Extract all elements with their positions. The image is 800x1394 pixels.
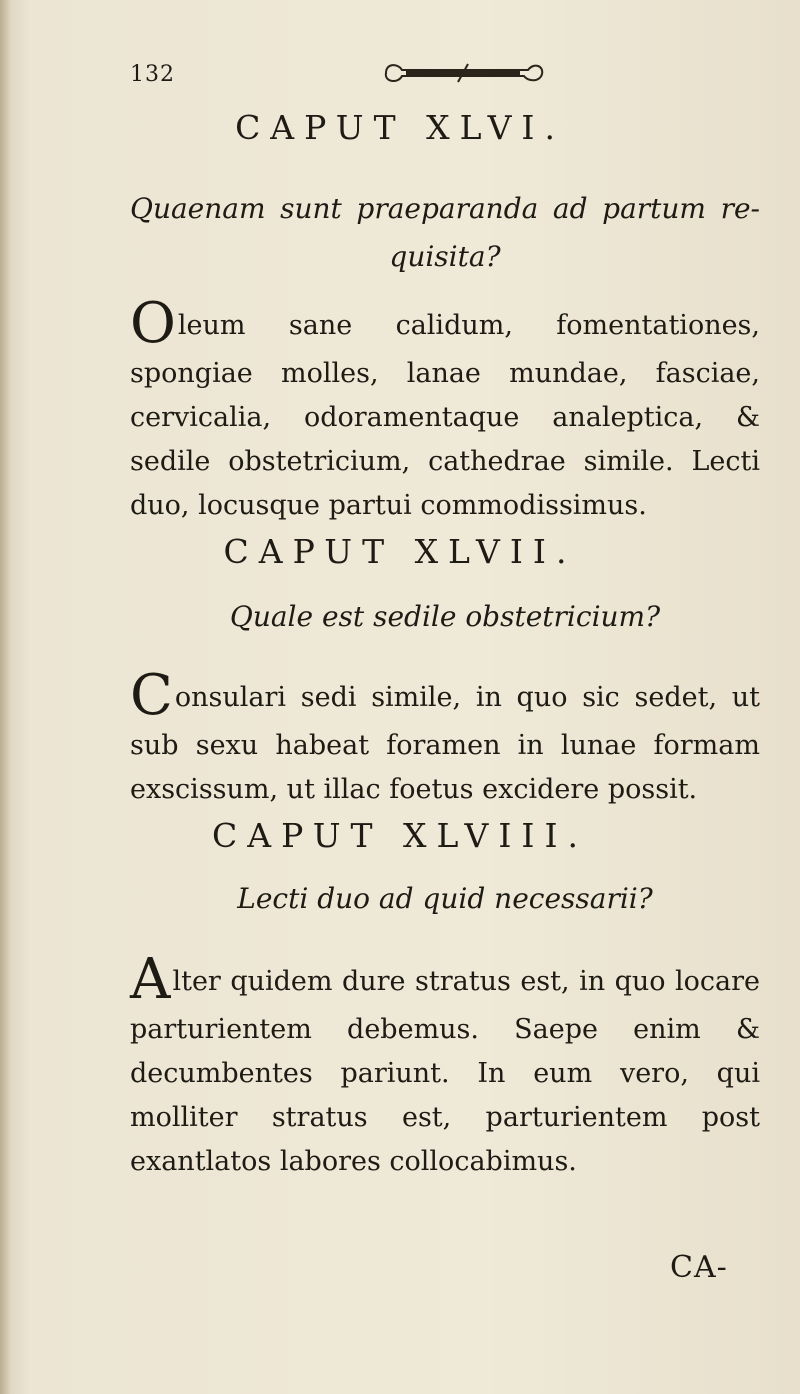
- chapter-paragraph: [130, 947, 760, 1184]
- chapter-question: [130, 590, 760, 644]
- chapter-question: [130, 872, 760, 926]
- paragraph-text: lter quidem dure stratus est, in quo locare parturientem debemus. Saepe enim & decumbentes pariunt. In eum vero, qui molliter stratus est, parturientem post exantlatos labores collocabimus.: [130, 966, 760, 1177]
- page-edge: [0, 0, 10, 1394]
- paragraph-text: leum sane calidum, fomentationes, spongiae molles, lanae mundae, fasciae, cervicalia, odoramentaque analeptica, & sedile obstetricium, cathedrae simile. Lecti duo, locusque partui commodissimus.: [130, 310, 760, 521]
- page-number: 132: [130, 62, 175, 87]
- question-line: Quaenam sunt praeparanda ad partum re-: [130, 192, 760, 225]
- drop-cap: C: [130, 663, 173, 728]
- question-line: quisita?: [389, 240, 501, 273]
- paragraph-text: onsulari sedi simile, in quo sic sedet, ut sub sexu habeat foramen in lunae formam exscissum, ut illac foetus excidere possit.: [130, 682, 760, 805]
- chapter-heading: CAPUT XLVIII.: [212, 816, 588, 855]
- chapter-heading: CAPUT XLVII.: [223, 532, 577, 571]
- chapter-heading: CAPUT XLVI.: [235, 108, 565, 147]
- question-line: Lecti duo ad quid necessarii?: [237, 882, 653, 915]
- chapter-question: [130, 182, 760, 284]
- drop-cap: O: [130, 291, 176, 356]
- chapter-paragraph: [130, 663, 760, 812]
- question-line: Quale est sedile obstetricium?: [229, 600, 661, 633]
- chapter-paragraph: [130, 291, 760, 528]
- drop-cap: A: [130, 947, 171, 1012]
- ornament-icon: [378, 58, 548, 88]
- catchword: CA-: [670, 1250, 728, 1285]
